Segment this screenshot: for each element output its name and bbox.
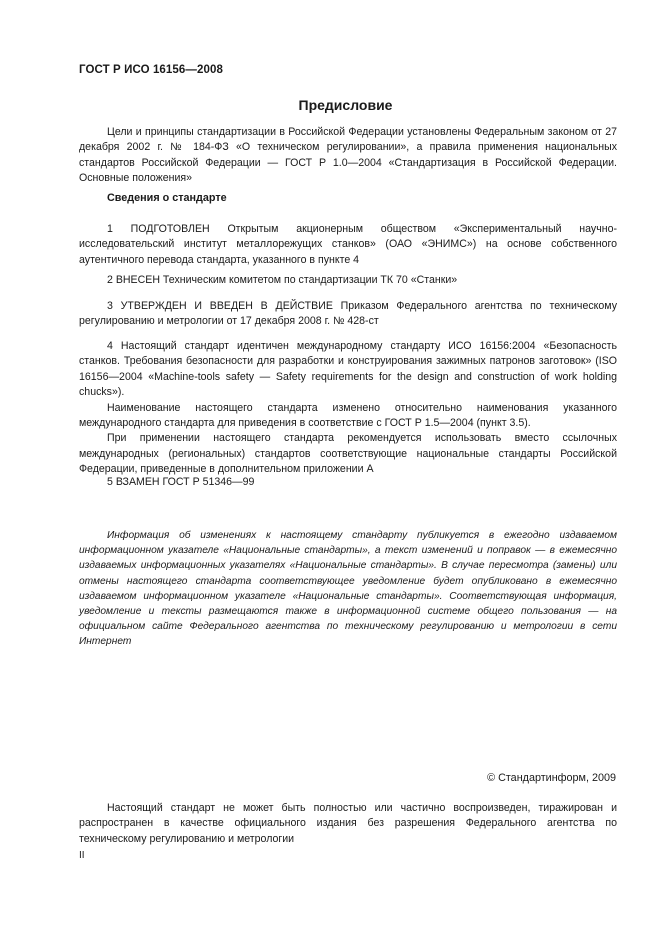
item-4-paragraph-2: Наименование настоящего стандарта изменено относительно наименования указанного международного стандарта для приведения в соответствие с ГОСТ Р 1.5—2004 (пункт 3.5). xyxy=(79,401,617,430)
item-2: 2 ВНЕСЕН Техническим комитетом по стандартизации ТК 70 «Станки» xyxy=(107,274,458,286)
item-3-block xyxy=(79,299,617,330)
item-1: 1 ПОДГОТОВЛЕН Открытым акционерным обществом «Экспериментальный научно-исследовательский институт металлорежущих станков» (ОАО «ЭНИМС») на основе собственного аутентичного перевода стандарта, указанного в пункте 4 xyxy=(79,223,617,266)
copyright-line: © Стандартинформ, 2009 xyxy=(487,772,616,784)
item-5-block xyxy=(79,475,617,490)
page-title: Предисловие xyxy=(298,97,393,113)
item-5: 5 ВЗАМЕН ГОСТ Р 51346—99 xyxy=(107,476,255,488)
reproduction-notice: Настоящий стандарт не может быть полностью или частично воспроизведен, тиражирован и распространен в качестве официального издания без разрешения Федерального агентства по техническому регулированию и метрологии xyxy=(79,802,617,845)
item-3: 3 УТВЕРЖДЕН И ВВЕДЕН В ДЕЙСТВИЕ Приказом Федерального агентства по техническому регулированию и метрологии от 17 декабря 2008 г. № 428-ст xyxy=(79,300,617,328)
item-4-paragraph-1: 4 Настоящий стандарт идентичен международному стандарту ИСО 16156:2004 «Безопасность станков. Требования безопасности для разработки и конструирования зажимных патронов заготовок» (ISO 16156—2004 «Machine-tools safety — Safety requirements for the design and construction of work holding chucks»). xyxy=(79,340,617,399)
page-number: II xyxy=(79,850,85,861)
item-4-block xyxy=(79,339,617,478)
section-subheading: Сведения о стандарте xyxy=(107,192,227,204)
intro-paragraph-block xyxy=(79,125,617,187)
intro-paragraph: Цели и принципы стандартизации в Российской Федерации установлены Федеральным законом от 27 декабря 2002 г. № 184-ФЗ «О техническом регулировании», а правила применения национальных стандартов Российской Федерации — ГОСТ Р 1.0—2004 «Стандартизация в Российской Федерации. Основные положения» xyxy=(79,126,617,185)
info-notice-block xyxy=(79,528,617,650)
item-4-paragraph-3: При применении настоящего стандарта рекомендуется использовать вместо ссылочных международных (региональных) стандартов соответствующие национальные стандарты Российской Федерации, приведенные в дополнительном приложении А xyxy=(79,432,617,476)
reproduction-notice-block xyxy=(79,801,617,847)
document-header: ГОСТ Р ИСО 16156—2008 xyxy=(79,64,224,76)
item-2-block xyxy=(79,273,617,288)
item-1-block xyxy=(79,222,617,268)
info-notice: Информация об изменениях к настоящему стандарту публикуется в ежегодно издаваемом информационном указателе «Национальные стандарты», а текст изменений и поправок — в ежемесячно издаваемых информационных указателях «Национальные стандарты». В случае пересмотра (замены) или отмены настоящего стандарта соответствующее уведомление будет опубликовано в ежемесячно издаваемом информационном указателе «Национальные стандарты». Соответствующая информация, уведомление и тексты размещаются также в информационной системе общего пользования — на официальном сайте Федерального агентства по техническому регулированию и метрологии в сети Интернет xyxy=(79,530,617,648)
